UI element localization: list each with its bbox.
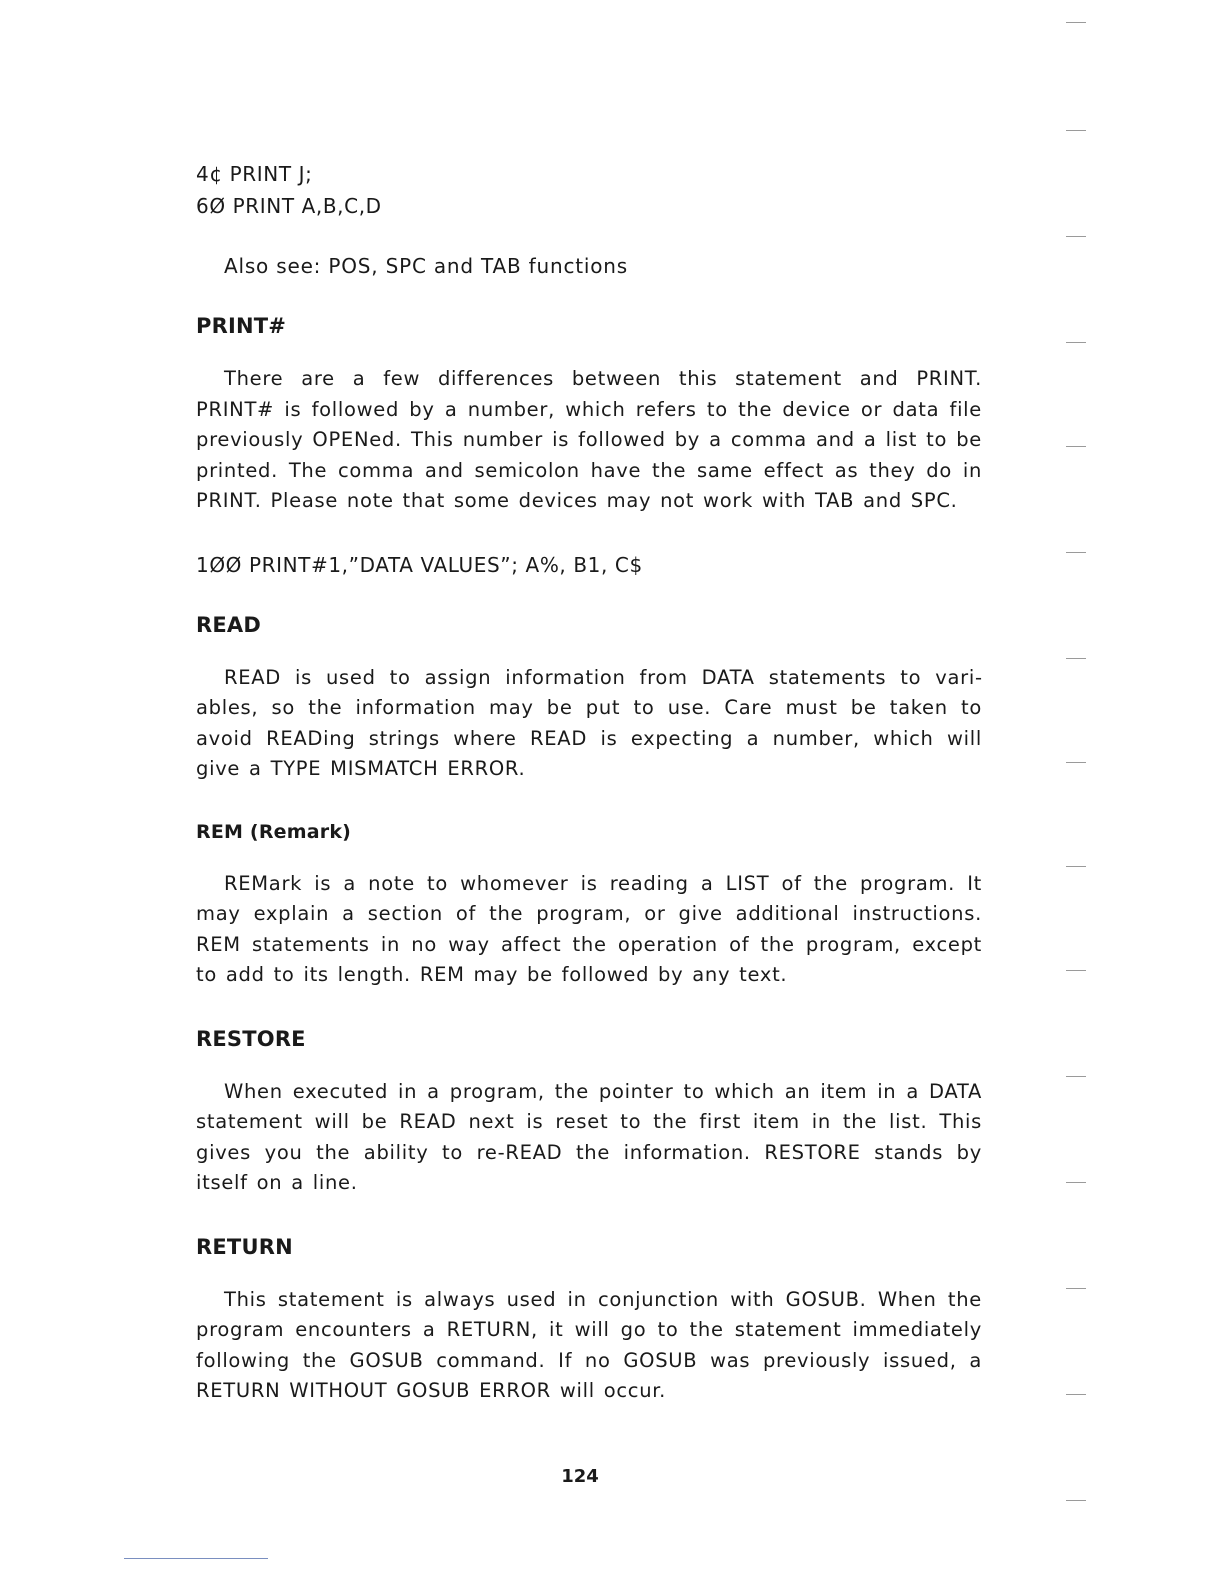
margin-tick bbox=[1066, 22, 1086, 23]
margin-tick bbox=[1066, 342, 1086, 343]
page-number: 124 bbox=[561, 1466, 599, 1487]
margin-tick bbox=[1066, 1288, 1086, 1289]
margin-tick bbox=[1066, 446, 1086, 447]
margin-tick bbox=[1066, 1500, 1086, 1501]
restore-description: When executed in a program, the pointer to which an item in a DATA statement will be READ next is reset to the first item in the list. This gives you the ability to re-READ the information. RESTORE stands by itself on a line. bbox=[196, 1079, 982, 1194]
heading-restore: RESTORE bbox=[196, 1026, 306, 1051]
rem-description: REMark is a note to whomever is reading a LIST of the program. It may explain a section of the program, or give additional instructions. REM statements in no way affect the operation of the program, except to add to its length. REM may be followed by any text. bbox=[196, 871, 982, 986]
margin-tick bbox=[1066, 552, 1086, 553]
print-hash-example: 1ØØ PRINT#1,”DATA VALUES”; A%, B1, C$ bbox=[196, 552, 643, 577]
see-also-note: Also see: POS, SPC and TAB functions bbox=[224, 254, 628, 278]
code-line-60: 6Ø PRINT A,B,C,D bbox=[196, 194, 382, 218]
margin-tick bbox=[1066, 970, 1086, 971]
heading-read: READ bbox=[196, 612, 261, 637]
page-content bbox=[196, 158, 982, 1407]
bottom-rule bbox=[124, 1558, 268, 1559]
heading-rem: REM (Remark) bbox=[196, 820, 352, 843]
margin-tick bbox=[1066, 762, 1086, 763]
read-description: READ is used to assign information from DATA statements to variables, so the information may be put to use. Care must be taken to avoid READing strings where READ is expecting a number, which will give a TYPE MISMATCH ERROR. bbox=[196, 665, 982, 780]
margin-tick bbox=[1066, 236, 1086, 237]
margin-tick bbox=[1066, 658, 1086, 659]
return-description: This statement is always used in conjunction with GOSUB. When the program encounters a RETURN, it will go to the statement immediately following the GOSUB command. If no GOSUB was previously issued, a RETURN WITHOUT GOSUB ERROR will occur. bbox=[196, 1287, 982, 1402]
margin-tick bbox=[1066, 130, 1086, 131]
heading-return: RETURN bbox=[196, 1234, 293, 1259]
code-line-40: 4¢ PRINT J; bbox=[196, 162, 313, 186]
margin-tick bbox=[1066, 1394, 1086, 1395]
margin-tick bbox=[1066, 866, 1086, 867]
heading-print-hash: PRINT# bbox=[196, 314, 287, 338]
print-hash-description: There are a few differences between this statement and PRINT. PRINT# is followed by a number, which refers to the device or data file previously OPENed. This number is followed by a comma and a list to be printed. The comma and semicolon have the same effect as they do in PRINT. Please note that some devices may not work with TAB and SPC. bbox=[196, 367, 982, 512]
margin-tick bbox=[1066, 1182, 1086, 1183]
margin-tick bbox=[1066, 1076, 1086, 1077]
